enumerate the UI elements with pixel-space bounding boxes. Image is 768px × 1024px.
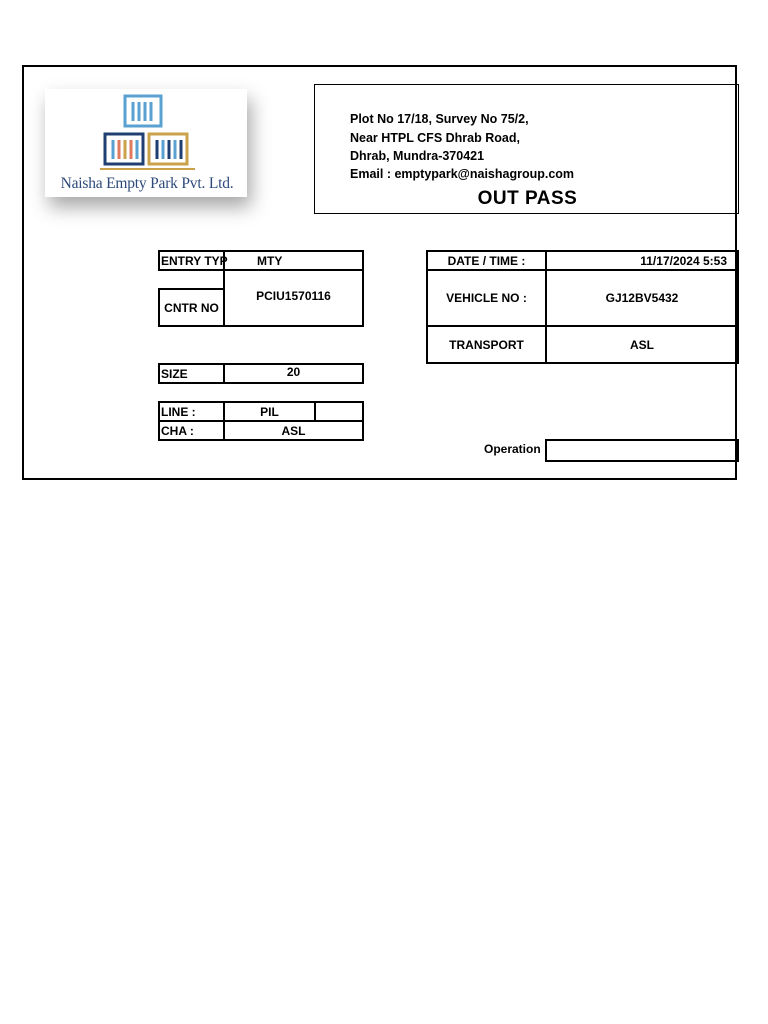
operation-label: Operation	[484, 442, 541, 456]
company-logo	[45, 89, 247, 197]
size-label: SIZE	[158, 363, 225, 384]
operation-value	[545, 439, 739, 462]
email-line: Email : emptypark@naishagroup.com	[350, 167, 575, 181]
vehicle-no-value: GJ12BV5432	[545, 269, 739, 327]
containers-icon	[100, 93, 195, 173]
cntr-no-value: PCIU1570116	[223, 269, 364, 327]
cha-label: CHA :	[158, 420, 225, 441]
company-name: Naisha Empty Park Pvt. Ltd.	[60, 175, 234, 192]
line-value: PIL	[223, 401, 316, 422]
size-value: 20	[223, 363, 364, 384]
address-line-2: Near HTPL CFS Dhrab Road,	[350, 131, 520, 145]
entry-type-value: MTY	[223, 250, 364, 271]
line-label: LINE :	[158, 401, 225, 422]
address-line-1: Plot No 17/18, Survey No 75/2,	[350, 112, 529, 126]
cha-value: ASL	[223, 420, 364, 441]
line-extra-cell	[314, 401, 364, 422]
transport-label: TRANSPORT	[426, 325, 547, 364]
entry-type-label: ENTRY TYP	[158, 250, 225, 271]
datetime-value: 11/17/2024 5:53	[545, 250, 739, 271]
datetime-label: DATE / TIME :	[426, 250, 547, 271]
cntr-no-label: CNTR NO	[158, 288, 225, 327]
vehicle-no-label: VEHICLE NO :	[426, 269, 547, 327]
transport-value: ASL	[545, 325, 739, 364]
address-line-3: Dhrab, Mundra-370421	[350, 149, 485, 163]
address-box	[314, 84, 739, 214]
page-title: OUT PASS	[477, 188, 578, 209]
